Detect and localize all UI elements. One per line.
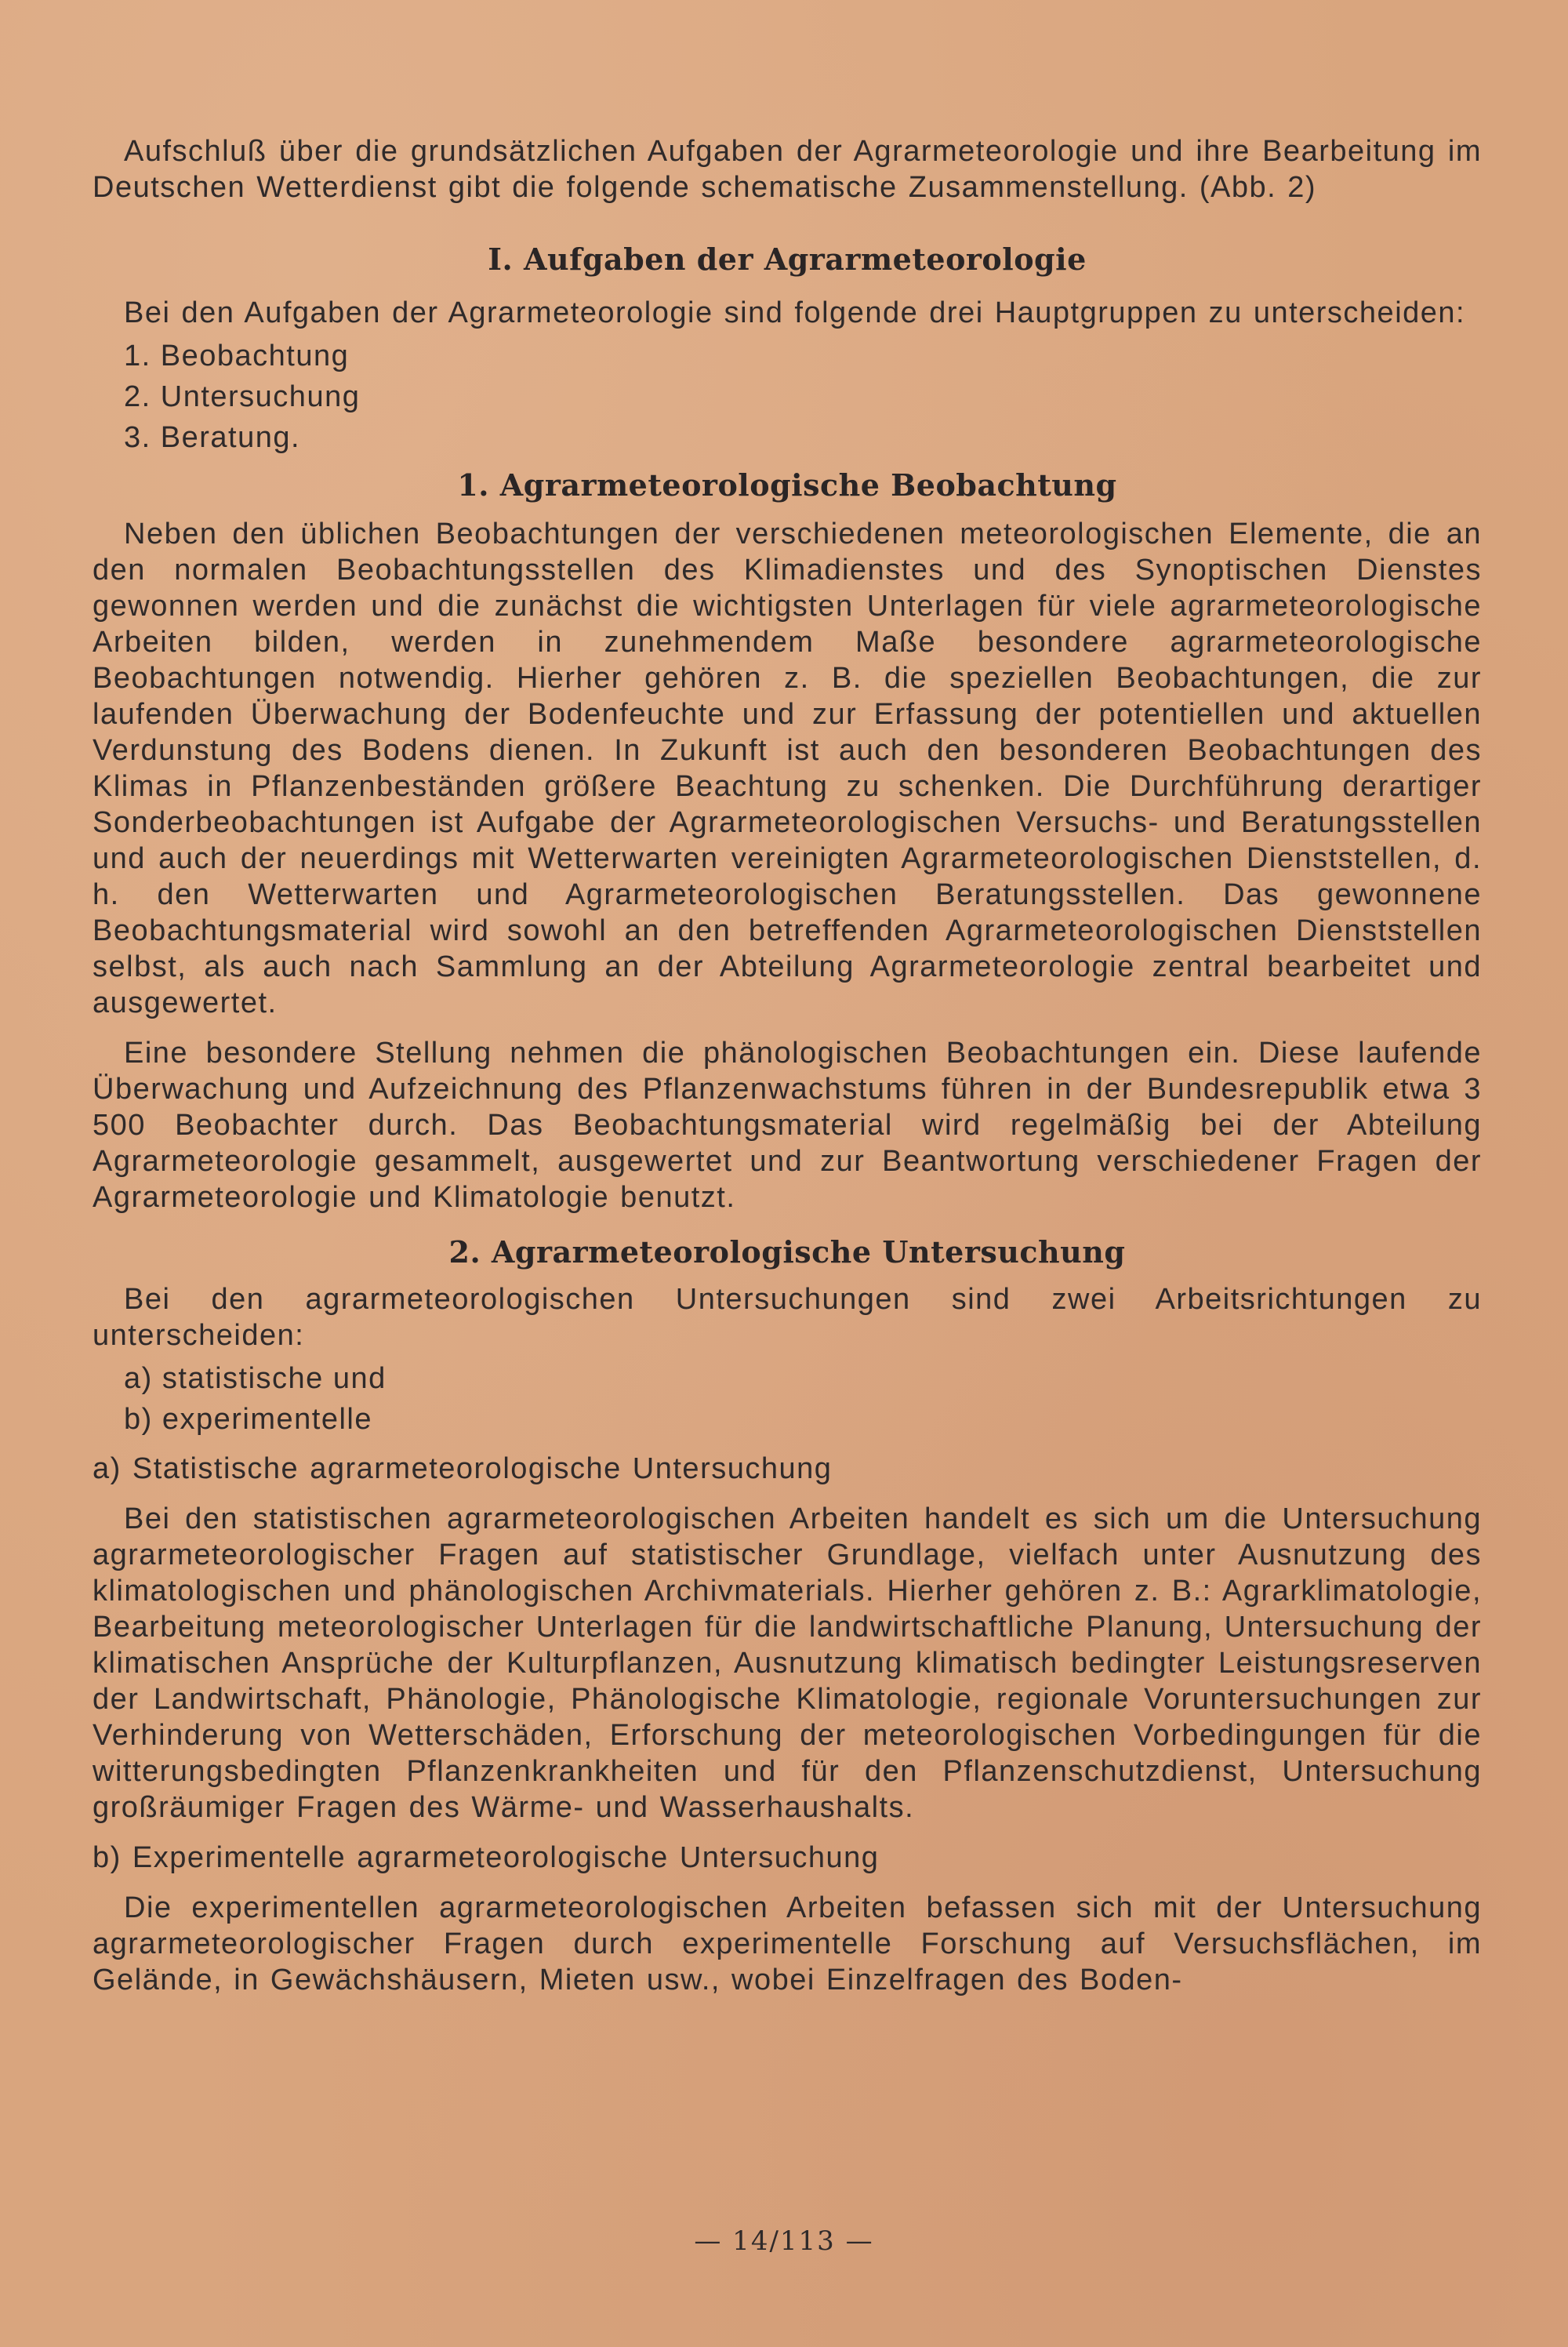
section1-paragraph: Bei den Aufgaben der Agrarmeteorologie sind folgende drei Hauptgruppen zu unterscheiden: — [124, 296, 1466, 329]
text-column — [93, 133, 1482, 1998]
list-item: 1. Beobachtung — [124, 340, 350, 372]
section-heading-beobachtung: 1. Agrarmeteorologische Beobachtung — [457, 467, 1117, 503]
untersuchung-paragraph: Bei den agrarmeteorologischen Untersuchungen sind zwei Arbeitsrichtungen zu unterscheiden: — [93, 1283, 1482, 1352]
work-directions-list — [93, 1358, 1482, 1440]
subsection-heading-statistisch: a) Statistische agrarmeteorologische Untersuchung — [93, 1452, 833, 1485]
experimentell-paragraph: Die experimentellen agrarmeteorologischen Arbeiten befassen sich mit der Untersuchung agrarmeteorologischer Fragen durch experimentelle Forschung auf Versuchsflächen, im Gelände, in Gewächshäusern, Mieten usw., wobei Einzelfragen des Boden- — [93, 1891, 1482, 1996]
subsection-heading-experimentell: b) Experimentelle agrarmeteorologische Untersuchung — [93, 1841, 880, 1874]
list-item: 3. Beratung. — [124, 421, 301, 454]
page-number: — 14/113 — — [694, 2225, 874, 2257]
section-heading-untersuchung: 2. Agrarmeteorologische Untersuchung — [448, 1234, 1126, 1270]
section-heading-aufgaben: I. Aufgaben der Agrarmeteorologie — [488, 242, 1087, 277]
list-item: 2. Untersuchung — [124, 380, 361, 413]
beobachtung-paragraph-2: Eine besondere Stellung nehmen die phänologischen Beobachtungen ein. Diese laufende Überwachung und Aufzeichnung des Pflanzenwachstums führen in der Bundesrepublik etwa 3 500 Beobachter durch. Das Beobachtungsmaterial wird regelmäßig bei der Abteilung Agrarmeteorologie gesammelt, ausgewertet und zur Beantwortung verschiedener Fragen der Agrarmeteorologie und Klimatologie benutzt. — [93, 1037, 1482, 1214]
list-item: b) experimentelle — [124, 1403, 372, 1436]
list-item: a) statistische und — [124, 1362, 387, 1395]
main-groups-list — [93, 336, 1482, 458]
statistisch-paragraph: Bei den statistischen agrarmeteorologischen Arbeiten handelt es sich um die Untersuchung agrarmeteorologischer Fragen auf statistischer Grundlage, vielfach unter Ausnutzung des klimatologischen und phänologischen Archivmaterials. Hierher gehören z. B.: Agrarklimatologie, Bearbeitung meteorologischer Unterlagen für die landwirtschaftliche Planung, Untersuchung der klimatischen Ansprüche der Kulturpflanzen, Ausnutzung klimatisch bedingter Leistungsreserven der Landwirtschaft, Phänologie, Phänologische Klimatologie, regionale Voruntersuchungen zur Verhinderung von Wetterschäden, Erforschung der meteorologischen Vorbedingungen für die witterungsbedingten Pflanzenkrankheiten und für den Pflanzenschutzdienst, Untersuchung großräumiger Fragen des Wärme- und Wasserhaushalts. — [93, 1502, 1482, 1824]
beobachtung-paragraph-1: Neben den üblichen Beobachtungen der verschiedenen meteorologischen Elemente, die an den normalen Beobachtungsstellen des Klimadienstes und des Synoptischen Dienstes gewonnen werden und die zunächst die wichtigsten Unterlagen für viele agrarmeteorologische Arbeiten bilden, werden in zunehmendem Maße besondere agrarmeteorologische Beobachtungen notwendig. Hierher gehören z. B. die speziellen Beobachtungen, die zur laufenden Überwachung der Bodenfeuchte und zur Erfassung der potentiellen und aktuellen Verdunstung des Bodens dienen. In Zukunft ist auch den besonderen Beobachtungen des Klimas in Pflanzenbeständen größere Beachtung zu schenken. Die Durchführung derartiger Sonderbeobachtungen ist Aufgabe der Agrarmeteorologischen Versuchs- und Beratungsstellen und auch der neuerdings mit Wetterwarten vereinigten Agrarmeteorologischen Dienststellen, d. h. den Wetterwarten und Agrarmeteorologischen Beratungsstellen. Das gewonnene Beobachtungsmaterial wird sowohl an den betreffenden Agrarmeteorologischen Dienststellen selbst, als auch nach Sammlung an der Abteilung Agrarmeteorologie zentral bearbeitet und ausgewertet. — [93, 518, 1482, 1019]
intro-paragraph: Aufschluß über die grundsätzlichen Aufgaben der Agrarmeteorologie und ihre Bearbeitung im Deutschen Wetterdienst gibt die folgende schematische Zusammenstellung. (Abb. 2) — [93, 135, 1482, 204]
